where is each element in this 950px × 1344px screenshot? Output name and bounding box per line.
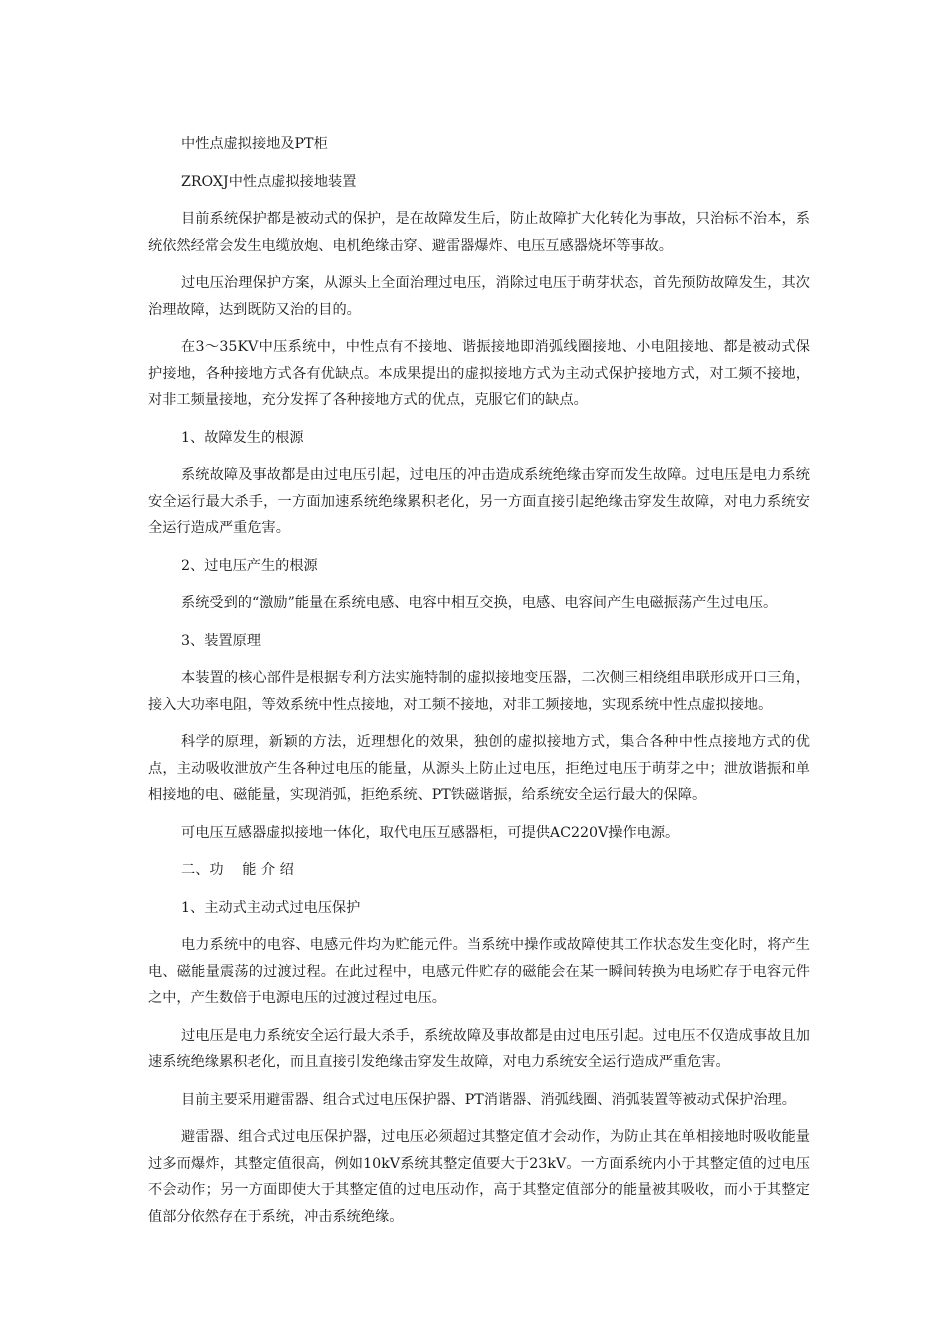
- function-text-3: 目前主要采用避雷器、组合式过电压保护器、PT消谐器、消弧线圈、消弧装置等被动式保护治理。: [181, 1091, 796, 1108]
- intro-paragraph-1: 目前系统保护都是被动式的保护，是在故障发生后，防止故障扩大化转化为事故，只治标不治本，系统依然经常会发生电缆放炮、电机绝缘击穿、避雷器爆炸、电压互感器烧坏等事故。: [148, 211, 810, 254]
- section-3-text-1: 本装置的核心部件是根据专利方法实施特制的虚拟接地变压器，二次侧三相绕组串联形成开口三角，接入大功率电阻，等效系统中性点接地，对工频不接地，对非工频接地，实现系统中性点虚拟接地。: [148, 670, 810, 713]
- function-text-1: 电力系统中的电容、电感元件均为贮能元件。当系统中操作或故障使其工作状态发生变化时，将产生电、磁能量震荡的过渡过程。在此过程中，电感元件贮存的磁能会在某一瞬间转换为电场贮存于电容元件之中，产生数倍于电源电压的过渡过程过电压。: [148, 937, 810, 1006]
- function-subsection-heading: 1、主动式主动式过电压保护: [181, 899, 361, 916]
- intro-paragraph-3: 在3～35KV中压系统中，中性点有不接地、谐振接地即消弧线圈接地、小电阻接地、都是被动式保护接地，各种接地方式各有优缺点。本成果提出的虚拟接地方式为主动式保护接地方式，对工频不接地，对非工频量接地，充分发挥了各种接地方式的优点，克服它们的缺点。: [148, 339, 810, 408]
- section-1-text: 系统故障及事故都是由过电压引起，过电压的冲击造成系统绝缘击穿而发生故障。过电压是电力系统安全运行最大杀手，一方面加速系统绝缘累积老化，另一方面直接引起绝缘击穿发生故障，对电力系统安全运行造成严重危害。: [148, 467, 810, 536]
- function-text-2: 过电压是电力系统安全运行最大杀手，系统故障及事故都是由过电压引起。过电压不仅造成事故且加速系统绝缘累积老化，而且直接引发绝缘击穿发生故障，对电力系统安全运行造成严重危害。: [148, 1027, 810, 1070]
- intro-paragraph-2: 过电压治理保护方案，从源头上全面治理过电压，消除过电压于萌芽状态，首先预防故障发生，其次治理故障，达到既防又治的目的。: [148, 275, 810, 318]
- section-3-heading: 3、装置原理: [181, 632, 261, 649]
- document-subtitle: ZROXJ中性点虚拟接地装置: [181, 173, 357, 190]
- function-text-4: 避雷器、组合式过电压保护器，过电压必须超过其整定值才会动作，为防止其在单相接地时吸收能量过多而爆炸，其整定值很高，例如10kV系统其整定值要大于23kV。一方面系统内小于其整定值的过电压不会动作；另一方面即使大于其整定值的过电压动作，高于其整定值部分的能量被其吸收，而小于其整定值部分依然存在于系统，冲击系统绝缘。: [148, 1129, 810, 1225]
- section-2-text: 系统受到的“激励”能量在系统电感、电容中相互交换，电感、电容间产生电磁振荡产生过电压。: [181, 595, 778, 611]
- document-title: 中性点虚拟接地及PT柜: [181, 136, 328, 152]
- section-1-heading: 1、故障发生的根源: [181, 429, 304, 446]
- section-3-text-3: 可电压互感器虚拟接地一体化，取代电压互感器柜，可提供AC220V操作电源。: [181, 824, 680, 841]
- section-3-text-2: 科学的原理，新颖的方法，近理想化的效果，独创的虚拟接地方式，集合各种中性点接地方式的优点，主动吸收泄放产生各种过电压的能量，从源头上防止过电压，拒绝过电压于萌芽之中；泄放谐振和单相接地的电、磁能量，实现消弧，拒绝系统、PT铁磁谐振，给系统安全运行最大的保障。: [148, 734, 810, 803]
- section-2-heading: 2、过电压产生的根源: [181, 557, 318, 574]
- function-section-heading: 二、功 能 介 绍: [181, 862, 294, 878]
- document-body: [148, 131, 810, 1241]
